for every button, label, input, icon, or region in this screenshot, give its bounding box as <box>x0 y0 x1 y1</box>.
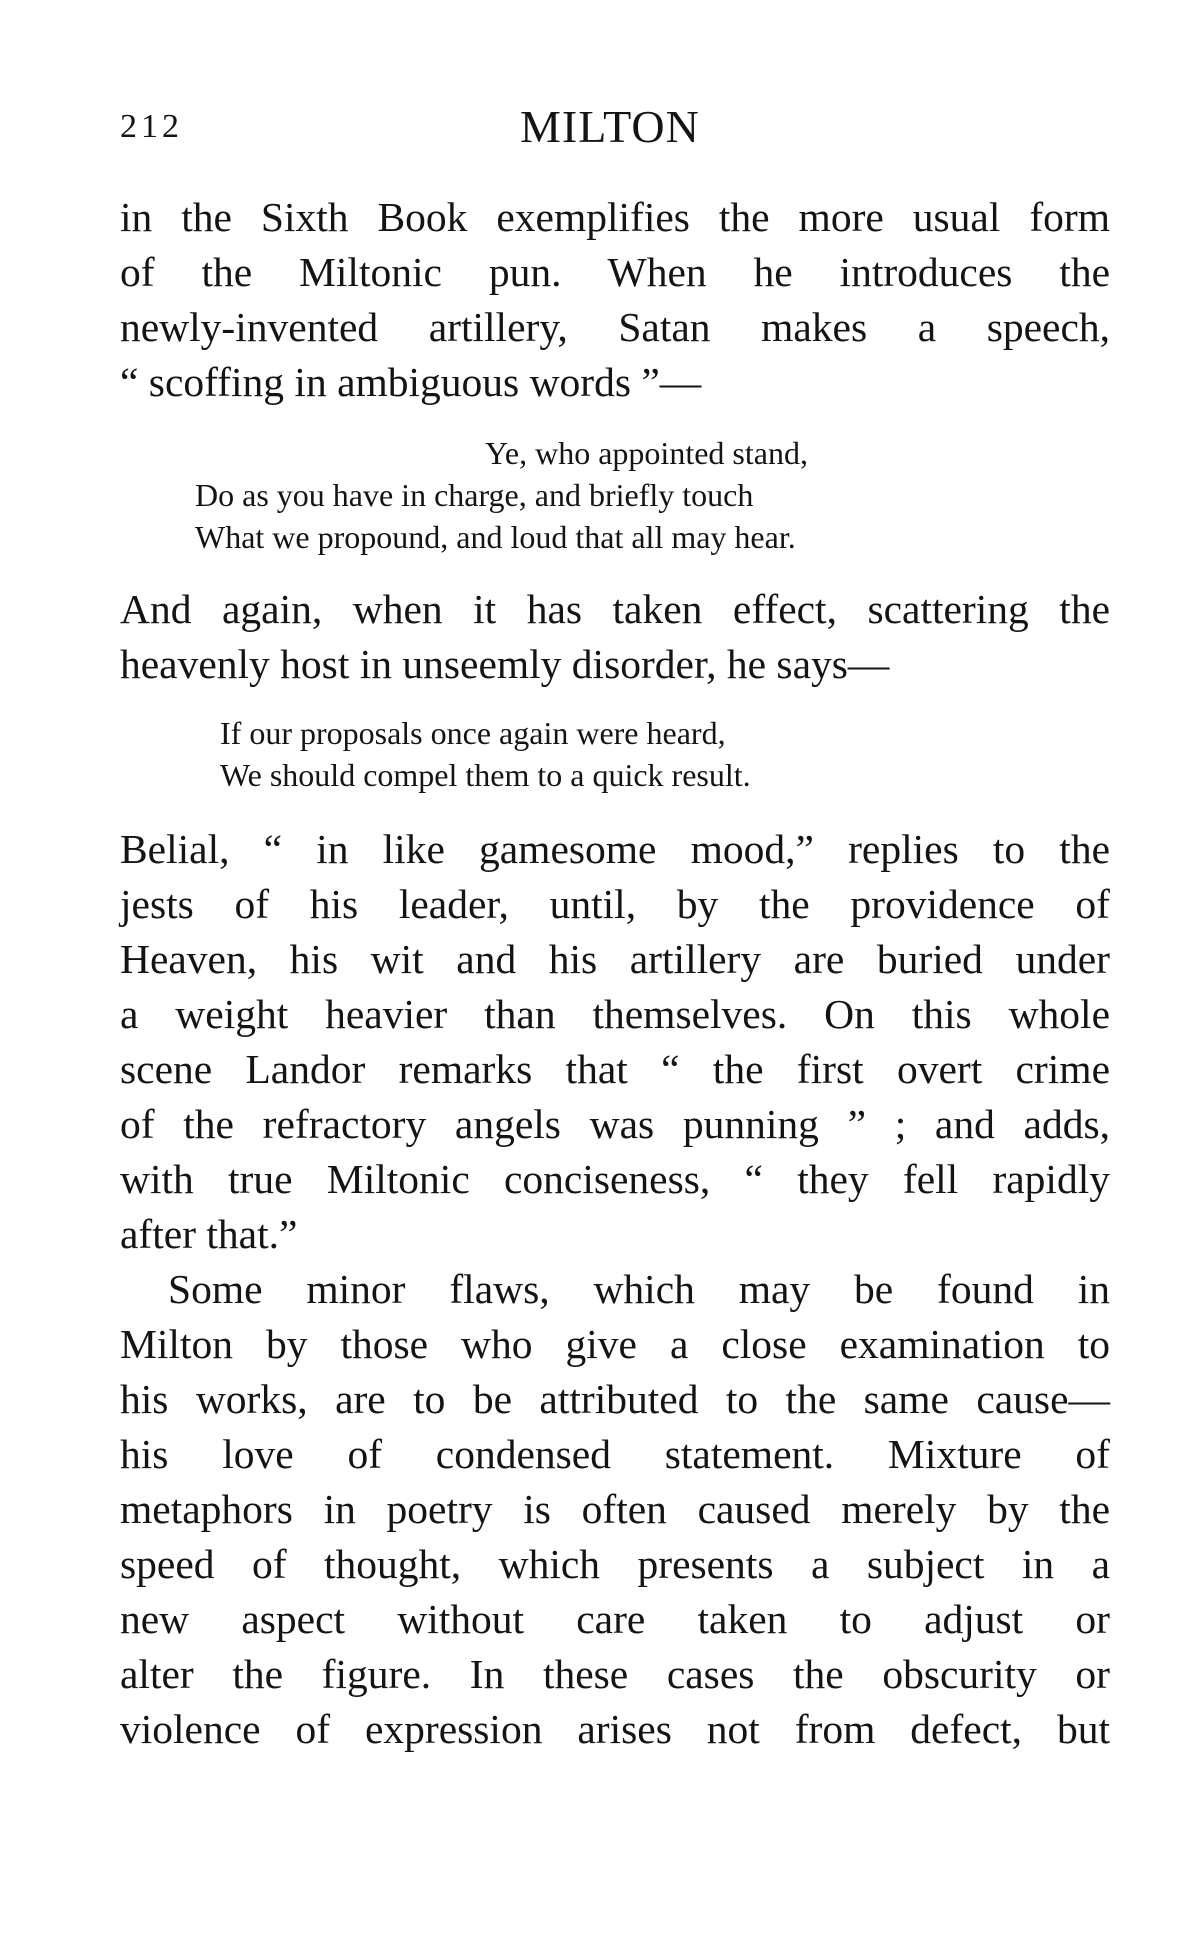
text-line: heavenly host in unseemly disorder, he says— <box>120 641 890 687</box>
text-line: of the refractory angels was punning ” ; and adds, <box>120 1101 1110 1147</box>
text-line: a weight heavier than themselves. On this whole <box>120 991 1110 1037</box>
text-line: his love of condensed statement. Mixture of <box>120 1431 1110 1477</box>
text-line: metaphors in poetry is often caused merely by the <box>120 1486 1110 1532</box>
verse-quotation-2 <box>120 712 1110 796</box>
text-line: with true Miltonic conciseness, “ they fell rapidly <box>120 1156 1110 1202</box>
text-line: Belial, “ in like gamesome mood,” replies to the <box>120 826 1110 872</box>
text-line: after that.” <box>120 1211 298 1257</box>
text-line: new aspect without care taken to adjust or <box>120 1596 1110 1642</box>
verse-line: What we propound, and loud that all may hear. <box>195 519 796 555</box>
paragraph-2 <box>120 582 1110 692</box>
verse-line: If our proposals once again were heard, <box>220 715 726 751</box>
text-line: of the Miltonic pun. When he introduces the <box>120 249 1110 295</box>
body-text <box>120 190 1110 1757</box>
verse-line: We should compel them to a quick result. <box>220 757 751 793</box>
text-line: jests of his leader, until, by the providence of <box>120 881 1110 927</box>
text-line: speed of thought, which presents a subject in a <box>120 1541 1110 1587</box>
text-line: in the Sixth Book exemplifies the more usual form <box>120 194 1110 240</box>
text-line: scene Landor remarks that “ the first overt crime <box>120 1046 1110 1092</box>
text-line: his works, are to be attributed to the same cause— <box>120 1376 1110 1422</box>
verse-quotation-1 <box>120 432 1110 558</box>
text-line: newly-invented artillery, Satan makes a speech, <box>120 304 1110 350</box>
verse-line: Ye, who appointed stand, <box>485 435 808 471</box>
paragraph-1 <box>120 190 1110 410</box>
running-title: MILTON <box>520 101 700 152</box>
text-line: alter the figure. In these cases the obscurity or <box>120 1651 1110 1697</box>
page-number: 212 <box>120 108 183 145</box>
verse-line: Do as you have in charge, and briefly touch <box>195 477 754 513</box>
text-line: “ scoffing in ambiguous words ”— <box>120 359 702 405</box>
text-line: Milton by those who give a close examination to <box>120 1321 1110 1367</box>
text-line: Some minor flaws, which may be found in <box>168 1266 1110 1312</box>
text-line: violence of expression arises not from defect, but <box>120 1706 1110 1752</box>
paragraph-3 <box>120 822 1110 1262</box>
page-header <box>120 100 1100 160</box>
paragraph-4 <box>120 1262 1110 1757</box>
text-line: And again, when it has taken effect, scattering the <box>120 586 1110 632</box>
text-line: Heaven, his wit and his artillery are buried under <box>120 936 1110 982</box>
